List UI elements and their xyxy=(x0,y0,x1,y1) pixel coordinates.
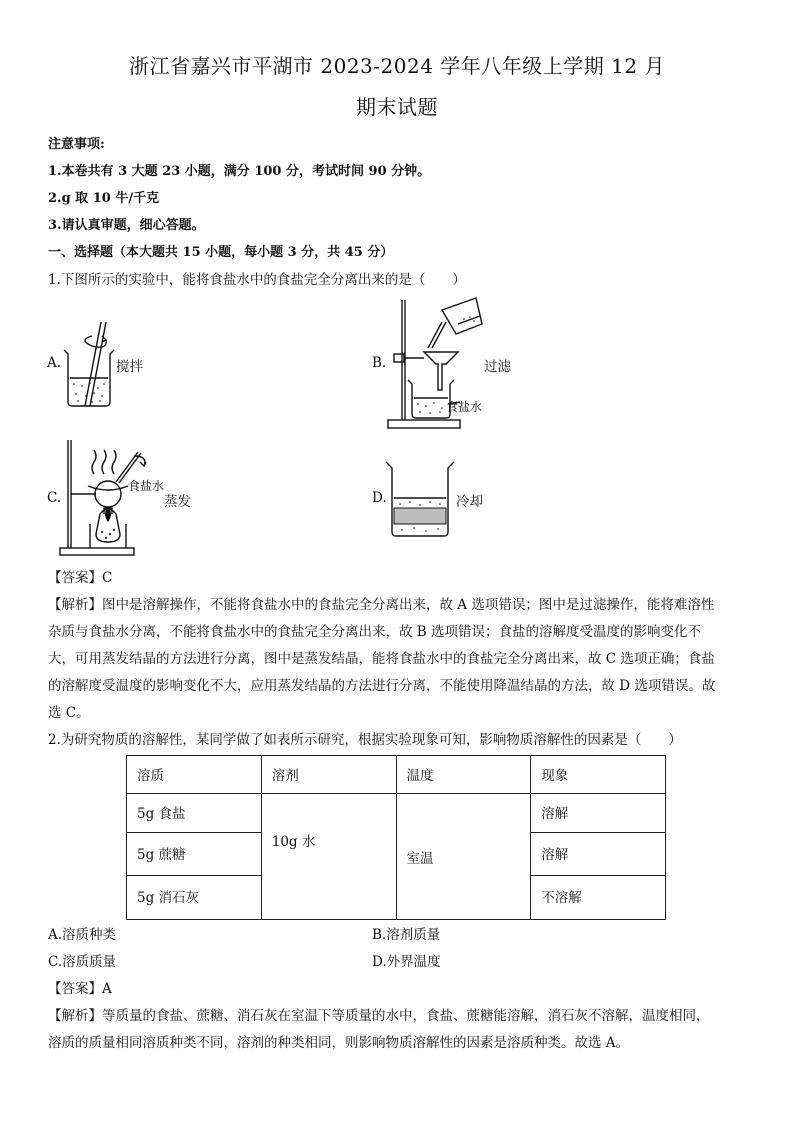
option-d-letter: D. xyxy=(372,490,387,506)
q2-option-d: D.外界温度 xyxy=(372,954,441,970)
table-cell-solute: 5g 蔗糖 xyxy=(127,833,262,876)
q1-analysis-line: 选 C。 xyxy=(48,705,90,721)
option-c-tag: 食盐水 xyxy=(128,479,165,493)
q2-option-a: A.溶质种类 xyxy=(48,927,117,943)
table-cell-solute: 5g 食盐 xyxy=(127,794,262,833)
table-header: 温度 xyxy=(396,756,531,794)
q2-answer: 【答案】A xyxy=(48,981,112,997)
table-cell-phenomenon: 溶解 xyxy=(531,833,666,876)
q1-analysis-line: 【解析】图中是溶解操作，不能将食盐水中的食盐完全分离出来，故 A 选项错误；图中是过滤操作，能将难溶性 xyxy=(48,597,715,613)
note-item: 3.请认真审题，细心答题。 xyxy=(48,218,205,233)
option-a-label: 搅拌 xyxy=(116,359,143,375)
question-1-stem: 1.下图所示的实验中，能将食盐水中的食盐完全分离出来的是（ ） xyxy=(48,272,466,288)
q1-analysis-line: 杂质与食盐水分离，不能将食盐水中的食盐完全分离出来，故 B 选项错误；食盐的溶解度受温度的影响变化不 xyxy=(48,624,702,640)
section-heading: 一、选择题（本大题共 15 小题，每小题 3 分，共 45 分） xyxy=(48,245,394,260)
q1-answer: 【答案】C xyxy=(48,570,113,586)
page-title: 浙江省嘉兴市平湖市 2023-2024 学年八年级上学期 12 月 xyxy=(129,54,665,78)
option-b-letter: B. xyxy=(372,355,387,371)
q2-option-c: C.溶质质量 xyxy=(48,954,117,970)
table-cell-phenomenon: 溶解 xyxy=(531,794,666,833)
table-cell-temperature: 室温 xyxy=(396,794,531,920)
option-c-letter: C. xyxy=(47,490,62,506)
table-header: 现象 xyxy=(531,756,666,794)
question-2-stem: 2.为研究物质的溶解性，某同学做了如表所示研究，根据实验现象可知，影响物质溶解性的因素是（ ） xyxy=(48,732,682,748)
evaporation-diagram xyxy=(60,438,160,556)
table-header: 溶剂 xyxy=(261,756,396,794)
option-b-label: 过滤 xyxy=(484,359,511,375)
table-cell-solvent: 10g 水 xyxy=(261,794,396,920)
cooling-diagram xyxy=(384,458,456,540)
note-item: 2.g 取 10 牛/千克 xyxy=(48,191,160,206)
q2-option-b: B.溶剂质量 xyxy=(372,927,441,943)
page-subtitle: 期末试题 xyxy=(356,95,438,119)
table-header: 溶质 xyxy=(127,756,262,794)
table-cell-solute: 5g 消石灰 xyxy=(127,876,262,920)
q1-analysis-line: 的溶解度受温度的影响变化不大，应用蒸发结晶的方法进行分离，不能使用降温结晶的方法，故 D 选项错误。故 xyxy=(48,678,716,694)
option-a-letter: A. xyxy=(47,355,62,371)
solubility-table xyxy=(126,755,666,920)
q2-analysis-line: 溶质的质量相同溶质种类不同，溶剂的种类相同，则影响物质溶解性的因素是溶质种类。故选 A。 xyxy=(48,1035,630,1051)
table-cell-phenomenon: 不溶解 xyxy=(531,876,666,920)
q2-analysis-line: 【解析】等质量的食盐、蔗糖、消石灰在室温下等质量的水中，食盐、蔗糖能溶解，消石灰不溶解，温度相同， xyxy=(48,1008,710,1024)
option-b-tag: 食盐水 xyxy=(446,400,483,414)
option-d-label: 冷却 xyxy=(456,494,483,510)
note-item: 1.本卷共有 3 大题 23 小题，满分 100 分，考试时间 90 分钟。 xyxy=(48,164,431,179)
option-c-label: 蒸发 xyxy=(164,494,191,510)
notes-heading: 注意事项: xyxy=(48,137,105,152)
q1-analysis-line: 大，可用蒸发结晶的方法进行分离，图中是蒸发结晶，能将食盐水中的食盐完全分离出来，故 C 选项正确；食盐 xyxy=(48,651,715,667)
